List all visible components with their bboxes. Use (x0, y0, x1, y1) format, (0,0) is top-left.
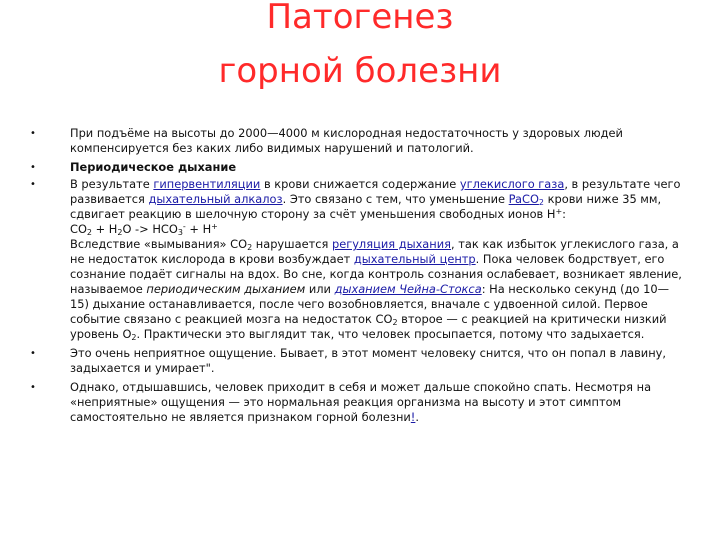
link-respiratory-center[interactable]: дыхательный центр (353, 252, 476, 266)
text-run: крови ниже 35 мм, сдвигает реакцию в шелочную сторону за счёт уменьшения свободных ионов H (70, 192, 662, 221)
text-run: Однако, отдышавшись, человек приходит в себя и может дальше спокойно спать. Несмотря на «неприятные» ощущения — это нормальная реакция организма на высоту и этот симптом самостоятельно не является признаком горной болезни (70, 380, 652, 424)
eq-subscript: 3 (177, 228, 183, 237)
eq-subscript: 2 (86, 228, 93, 237)
text-run: . Пока человек бодрствует, его сознание подаёт сигналы на вдох. Во сне, когда контроль сознания ослабевает, возникает явление, называемое (70, 252, 682, 296)
chemical-equation (70, 222, 218, 236)
text-run: или (305, 282, 335, 296)
list-item (26, 177, 686, 342)
link-text: дыханием Чейна-Стокса (334, 282, 482, 296)
subscript: 2 (247, 243, 253, 252)
list-item (26, 346, 686, 376)
text-run: , так как избыток углекислого газа, а не недостаток кислорода в крови возбуждает (70, 237, 679, 266)
superscript: + (555, 207, 563, 216)
bullet-icon: • (30, 128, 36, 139)
link-paco2[interactable] (509, 192, 544, 206)
text-run: . (415, 410, 419, 424)
eq-part: + H (185, 222, 212, 236)
text-run: . Практически это выглядит так, что человек просыпается, потому что задыхается. (136, 327, 645, 341)
link-breathing-regulation[interactable]: регуляция дыхания (331, 237, 451, 251)
italic-term: периодическим дыханием (146, 282, 306, 296)
text-run: второе — с реакцией на критически низкий уровень O (70, 312, 667, 341)
link-carbon-dioxide[interactable]: углекислого газа (459, 177, 565, 191)
text-run: . Это связано с тем, что уменьшение (282, 192, 509, 206)
text-run: Вследствие «вымывания» CO (70, 237, 248, 251)
bullet-icon: • (30, 162, 36, 173)
eq-superscript: + (211, 222, 218, 231)
title-line-1: Патогенез (266, 0, 454, 37)
bullet-icon: • (30, 348, 36, 359)
link-subscript: 2 (538, 198, 545, 207)
link-part: Pa (508, 192, 522, 206)
bullet-icon: • (30, 382, 36, 393)
link-respiratory-alkalosis[interactable]: дыхательный алкалоз (148, 192, 283, 206)
list-item (26, 160, 686, 175)
text-run: , в результате чего развивается (70, 177, 681, 206)
slide-title (0, 0, 720, 94)
subscript: 2 (392, 318, 398, 327)
title-line-2: горной болезни (218, 51, 502, 91)
bullet-list (26, 126, 686, 425)
link-part: CO (522, 192, 539, 206)
paragraph-text: При подъёме на высоты до 2000—4000 м кислородная недостаточность у здоровых людей компенсируется без каких либо видимых нарушений и патологий. (70, 126, 623, 155)
text-run: В результате (70, 177, 154, 191)
section-heading: Периодическое дыхание (70, 160, 237, 174)
text-run: : (562, 207, 566, 221)
subscript: 2 (131, 333, 137, 342)
eq-part: O -> HCO (122, 222, 178, 236)
footnote-link[interactable]: ! (410, 410, 416, 424)
text-run: : На несколько секунд (до 10—15) дыхание останавливается, после чего возобновляется, вначале с удвоенной силой. Первое событие связано с реакцией мозга на недостаток CO (70, 282, 669, 326)
paragraph-text: Это очень неприятное ощущение. Бывает, в этот момент человеку снится, что он попал в лавину, задыхается и умирает". (70, 346, 667, 375)
text-run: нарушается (252, 237, 332, 251)
list-item (26, 380, 686, 425)
eq-part: + H (92, 222, 118, 236)
bullet-icon: • (30, 179, 36, 190)
eq-subscript: 2 (117, 228, 123, 237)
link-hyperventilation[interactable]: гипервентиляции (153, 177, 261, 191)
link-cheyne-stokes[interactable] (335, 282, 482, 296)
text-run: в крови снижается содержание (260, 177, 460, 191)
eq-part: CO (70, 222, 87, 236)
list-item (26, 126, 686, 156)
eq-superscript: - (182, 222, 186, 231)
